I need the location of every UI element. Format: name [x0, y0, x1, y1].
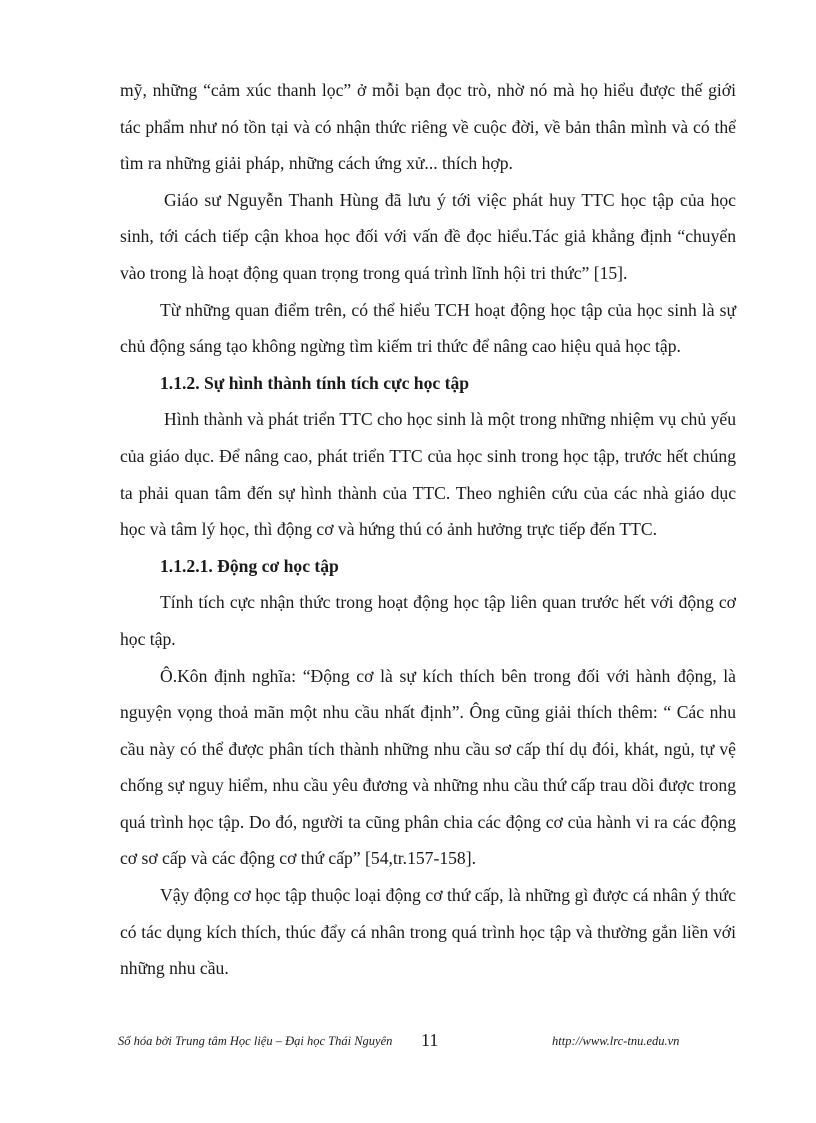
paragraph: Từ những quan điểm trên, có thể hiểu TCH hoạt động học tập của học sinh là sự chủ động sáng tạo không ngừng tìm kiếm tri thức để nâng cao hiệu quả học tập.: [120, 299, 736, 357]
paragraph: Hình thành và phát triển TTC cho học sinh là một trong những nhiệm vụ chủ yếu của giáo dục. Để nâng cao, phát triển TTC của học sinh trong học tập, trước hết chúng ta phải quan tâm đến sự hình thành của TTC. Theo nghiên cứu của các nhà giáo dục học và tâm lý học, thì động cơ và hứng thú có ảnh hưởng trực tiếp đến TTC.: [120, 409, 736, 540]
paragraph: Giáo sư Nguyễn Thanh Hùng đã lưu ý tới việc phát huy TTC học tập của học sinh, tới cách tiếp cận khoa học đối với vấn đề đọc hiểu.Tác giả khẳng định “chuyển vào trong là hoạt động quan trọng trong quá trình lĩnh hội tri thức” [15].: [120, 189, 736, 283]
footer-url: http://www.lrc-tnu.edu.vn: [552, 1034, 680, 1048]
page-footer: [0, 1030, 816, 1060]
subsection-heading: 1.1.2.1. Động cơ học tập: [160, 555, 339, 576]
page-number: 11: [421, 1030, 439, 1050]
paragraph: Vậy động cơ học tập thuộc loại động cơ thứ cấp, là những gì được cá nhân ý thức có tác dụng kích thích, thúc đẩy cá nhân trong quá trình học tập và thường gắn liền với những nhu cầu.: [120, 885, 736, 979]
footer-source: Số hóa bởi Trung tâm Học liệu – Đại học Thái Nguyên: [118, 1034, 393, 1048]
paragraph: mỹ, những “cảm xúc thanh lọc” ở mỗi bạn đọc trò, nhờ nó mà họ hiểu được thế giới tác phẩm như nó tồn tại và có nhận thức riêng về cuộc đời, về bản thân mình và có thể tìm ra những giải pháp, những cách ứng xử... thích hợp.: [120, 80, 736, 174]
paragraph: Tính tích cực nhận thức trong hoạt động học tập liên quan trước hết với động cơ học tập.: [120, 592, 736, 649]
page-content: [120, 72, 736, 987]
paragraph: Ô.Kôn định nghĩa: “Động cơ là sự kích thích bên trong đối với hành động, là nguyện vọng thoả mãn một nhu cầu nhất định”. Ông cũng giải thích thêm: “ Các nhu cầu này có thể được phân tích thành những nhu cầu sơ cấp thí dụ đói, khát, ngủ, tự vệ chống sự nguy hiểm, nhu cầu yêu đương và những nhu cầu thứ cấp trau dồi được trong quá trình học tập. Do đó, người ta cũng phân chia các động cơ của hành vi ra các động cơ sơ cấp và các động cơ thứ cấp” [54,tr.157-158].: [120, 665, 736, 869]
section-heading: 1.1.2. Sự hình thành tính tích cực học tập: [160, 372, 470, 393]
